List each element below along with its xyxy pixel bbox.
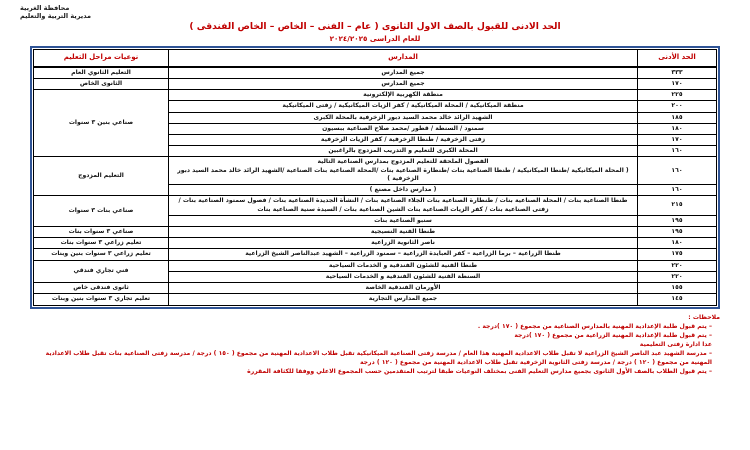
document-title: الحد الادنى للقبول بالصف الاول الثانوى ( عام – الفنى – الخاص – الخاص الفندقى ): [189, 21, 561, 33]
cell-min-score: ١٨٥: [638, 112, 717, 123]
cell-min-score: ٢١٥: [638, 196, 717, 215]
table-row: [34, 283, 717, 294]
notes-section: [30, 313, 720, 377]
cell-stage-type: تعليم زراعي ٣ سنوات بنات: [34, 238, 169, 249]
cell-schools: جميع المدارس: [169, 78, 638, 89]
cell-stage-type: تعليم تجاري ٣ سنوات بنين وبنات: [34, 294, 169, 305]
cell-schools: منطقة الكهربية الإلكترونية: [169, 90, 638, 101]
directorate-name: مديرية التربية والتعليم: [20, 12, 92, 21]
cell-min-score: ٣٣٣: [638, 67, 717, 79]
cell-schools: المحلة الكبرى للتعليم و التدريب المزدوج بالراغبين: [169, 146, 638, 157]
cell-schools: طنطا الفنية للشئون الفندقية و الخدمات السياحية: [169, 260, 638, 271]
notes-heading: ملاحظات :: [688, 313, 720, 321]
cell-schools: منطقة الميكانيكية / المحلة الميكانيكية / كفر الزيات الميكانيكية / زفتى الميكانيكية: [169, 101, 638, 112]
cell-stage-type: ثانوى فندقى خاص: [34, 283, 169, 294]
table-row: [34, 90, 717, 101]
cell-schools: ناصر الثانوية الزراعية: [169, 238, 638, 249]
cell-schools: سنبو الصناعية بنات: [169, 215, 638, 226]
cell-stage-type: الثانوى الخاص: [34, 78, 169, 89]
table-row: [34, 226, 717, 237]
cell-stage-type: التعليم الثانوي العام: [34, 67, 169, 79]
cell-stage-type: صناعي بنات ٣ سنوات: [34, 196, 169, 227]
table-row: [34, 157, 717, 185]
cell-min-score: ٢٠٠: [638, 101, 717, 112]
table-row: [34, 78, 717, 89]
table-header-row: [34, 50, 717, 67]
table-head: [34, 50, 717, 67]
cell-stage-type: تعليم زراعي ٣ سنوات بنين وبنات: [34, 249, 169, 260]
cell-schools: ( مدارس داخل مصنع ): [169, 185, 638, 196]
table-row: [34, 294, 717, 305]
note-item: – مدرسة الشهيد عبد الناصر الشيخ الزراعية لا تقبل طلاب الاعدادية المهنية هذا العام / مدرسة زفتى الصناعية الميكانيكية تقبل طلاب الاعدادية المهنية من مجموع ( ١٥٠ ) درجة / مدرسة زفتى الصناعية بنات تقبل طلاب الاعدادية المهنية من مجموع ( ١٢٠ ) درجة / مدرسة زفتى الثانوية الزخرفية تقبل طلاب الاعدادية المهنية من مجموع ( ١٢٠ ) درجة: [45, 350, 712, 367]
notes-list: [30, 322, 720, 377]
column-header-min-score: الحد الأدنى: [638, 50, 717, 67]
cell-min-score: ٢٢٠: [638, 260, 717, 271]
letterhead: [8, 4, 742, 20]
cell-schools: زفتى الزخرفية / طنطا الزخرفية / كفر الزيات الزخرفية: [169, 135, 638, 146]
cell-min-score: ١٦٠: [638, 185, 717, 196]
note-item: – يتم قبول طلبة الإعدادية المهنية بالمدارس الصناعية من مجموع ( ١٧٠ )درجة .: [477, 322, 712, 330]
cell-schools: الشهيد الرائد خالد محمد السيد دبور الزخرفية بالمحلة الكبرى: [169, 112, 638, 123]
cell-schools: السنطة الفنية للشئون الفندقية و الخدمات السياحية: [169, 271, 638, 282]
cell-schools: جميع المدارس التجارية: [169, 294, 638, 305]
column-header-schools: المدارس: [169, 50, 638, 67]
column-header-stage-type: نوعيات مراحل التعليم: [34, 50, 169, 67]
cell-schools: طنطا الزراعية – برما الزراعية – كفر العبايدة الزراعية – سمنود الزراعية – الشهيد عبدالناصر الشيخ الزراعية: [169, 249, 638, 260]
academic-year-subtitle: للعام الدراسى ٢٠٢٤/٢٠٢٥: [329, 34, 421, 44]
table-row: [34, 249, 717, 260]
note-item: – يتم قبول طلبة الإعدادية المهنية الزراعية من مجموع ( ١٧٠ )درجة: [514, 331, 712, 339]
cell-schools: الفصول الملحقة للتعليم المزدوج بمدارس الصناعية التالية ( المحلة الميكانيكية /طنطا الميكانيكية / طنطا الصناعية بنات /طنطارة الصناعية بنات /المحلة الصناعية بنات الصناعية /الشهيد الرائد خالد محمد السيد دبور الزخرفية ): [169, 157, 638, 185]
cell-min-score: ١٥٥: [638, 283, 717, 294]
cell-min-score: ١٧٠: [638, 135, 717, 146]
cell-schools: سمنود / السنطة / قطور /محمد صلاح الصناعية ببسيون: [169, 123, 638, 134]
table-row: [34, 238, 717, 249]
cell-min-score: ١٤٥: [638, 294, 717, 305]
cell-min-score: ١٨٠: [638, 238, 717, 249]
note-item: – يتم قبول الطلاب بالصف الأول الثانوى بجميع مدارس التعليم الفنى بمختلف النوعيات طبقا لترتيب المتقدمين حسب المجموع الاعلي ووفقا للكثافة المقررة: [247, 368, 712, 376]
governorate-name: محافظة الغربية: [20, 4, 70, 12]
cell-min-score: ١٧٥: [638, 249, 717, 260]
cell-min-score: ١٧٠: [638, 78, 717, 89]
cell-schools: جميع المدارس: [169, 67, 638, 79]
cell-min-score: ٢٢٠: [638, 271, 717, 282]
table-body: [34, 67, 717, 305]
cell-stage-type: صناعي بنين ٣ سنوات: [34, 90, 169, 157]
note-item: عدا ادارة زفتى التعليمية: [639, 340, 712, 348]
cell-min-score: ١٩٥: [638, 226, 717, 237]
admission-table-frame: [30, 46, 720, 308]
cell-min-score: ١٩٥: [638, 215, 717, 226]
cell-schools: طنطا الفنية النسيجية: [169, 226, 638, 237]
admission-table: [33, 49, 717, 305]
cell-schools: طنطا الصناعية بنات / المحلة الصناعية بنات / طنطارة الصناعية بنات الجلاء الصناعية بنات / النشأة الجديدة الصناعية بنات / فصول سمنود الصناعية بنات /زفتى الصناعية بنات / كفر الزيات الصناعية بنات الشين الصناعية بنات / السيدة سنية الصناعية بنات: [169, 196, 638, 215]
cell-min-score: ١٨٠: [638, 123, 717, 134]
cell-stage-type: التعليم المزدوج: [34, 157, 169, 196]
cell-min-score: ١٦٠: [638, 146, 717, 157]
table-row: [34, 260, 717, 271]
cell-schools: الأورمان الفندقية الخاصة: [169, 283, 638, 294]
cell-stage-type: صناعي ٣ سنوات بنات: [34, 226, 169, 237]
cell-min-score: ٢٢٥: [638, 90, 717, 101]
table-row: [34, 67, 717, 79]
cell-stage-type: فني تجاري فندقي: [34, 260, 169, 282]
cell-min-score: ١٦٠: [638, 157, 717, 185]
table-row: [34, 196, 717, 215]
